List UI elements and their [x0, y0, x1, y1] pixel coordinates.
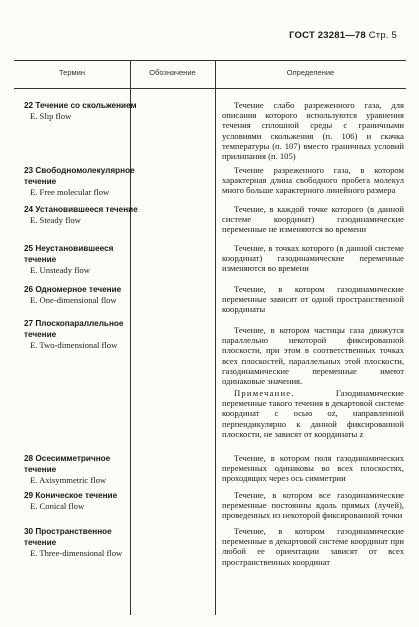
definition-27: Течение, в котором частицы газа движутся параллельно некоторой фиксированной плоскости, при этом в соответственных точках всех плоскостей, параллельных этой плоскости, газодинамические переменные имеют одинаковые значения.	[222, 325, 404, 387]
definition-28: Течение, в котором поля газодинамических переменных одинаковы во всех плоскостях, проходящих через ось симметрии	[222, 453, 404, 484]
column-header-symbol: Обозначение	[149, 68, 196, 77]
page-header	[289, 30, 397, 41]
term-name-ru: Свободномолекулярное течение	[24, 166, 135, 186]
term-name-en: E. Three-dimensional flow	[30, 548, 123, 558]
definition-27-note	[222, 388, 404, 439]
term-name-ru: Коническое течение	[35, 491, 118, 500]
definition-30: Течение, в котором газодинамические переменные в декартовой системе координат при любой ее ориентации зависят от всех пространственных координат	[222, 526, 404, 567]
note-text: Газодинамические переменные такого течения в декартовой системе координат с осью oz, направленной перпендикулярно к данной фиксированной плоскости, не зависят от координаты z	[222, 388, 404, 439]
term-name-ru: Неустановившееся течение	[24, 244, 114, 264]
term-number: 27	[24, 319, 34, 328]
term-name-ru: Пространственное течение	[24, 527, 112, 547]
definition-26: Течение, в котором газодинамические переменные зависят от одной пространственной координаты	[222, 284, 404, 315]
definition-23: Течение разреженного газа, в котором характерная длина свободного пробега молекул много больше характерного линейного размера	[222, 165, 404, 196]
term-number: 24	[24, 205, 34, 214]
term-23	[24, 165, 139, 197]
column-header-term: Термин	[59, 68, 85, 77]
term-name-ru: Осесимметричное течение	[24, 454, 111, 474]
term-29	[24, 490, 139, 511]
definition-25: Течение, в точках которого (в данной системе координат) газодинамические переменные изменяются во времени	[222, 243, 404, 274]
term-name-en: E. Unsteady flow	[30, 265, 90, 275]
term-30	[24, 526, 139, 558]
column-header-definition: Определение	[286, 68, 335, 77]
term-name-ru: Течение со скольжением	[35, 101, 137, 110]
term-number: 25	[24, 244, 34, 253]
term-name-en: E. Conical flow	[30, 501, 85, 511]
table-header-border	[14, 88, 406, 89]
term-number: 26	[24, 285, 34, 294]
term-number: 29	[24, 491, 34, 500]
term-name-ru: Одномерное течение	[35, 285, 122, 294]
term-26	[24, 284, 139, 305]
term-name-ru: Плоскопараллельное течение	[24, 319, 124, 339]
term-number: 22	[24, 101, 34, 110]
term-number: 28	[24, 454, 34, 463]
definition-24: Течение, в каждой точке которого (в данной системе координат) газодинамические переменные не изменяются во времени	[222, 204, 404, 235]
standard-title: ГОСТ 23281—78	[289, 30, 366, 41]
column-divider-2	[215, 60, 216, 615]
term-name-en: E. Slip flow	[30, 111, 72, 121]
term-24	[24, 204, 139, 225]
term-27	[24, 318, 139, 350]
term-name-en: E. Free molecular flow	[30, 187, 110, 197]
term-28	[24, 453, 139, 485]
note-label: Примечание.	[234, 388, 295, 398]
term-number: 23	[24, 166, 34, 175]
table-top-border	[14, 60, 406, 61]
term-name-en: E. One-dimensional flow	[30, 295, 117, 305]
page-number: Стр. 5	[368, 30, 397, 41]
term-name-ru: Установившееся течение	[35, 205, 138, 214]
definition-29: Течение, в котором все газодинамические переменные постоянны вдоль прямых (лучей), проведенных из некоторой фиксированной точки	[222, 490, 404, 521]
term-name-en: E. Axisymmetric flow	[30, 475, 107, 485]
term-name-en: E. Two-dimensional flow	[30, 340, 118, 350]
term-22	[24, 100, 139, 121]
term-name-en: E. Steady flow	[30, 215, 81, 225]
term-number: 30	[24, 527, 34, 536]
definition-22: Течение слабо разреженного газа, для описания которого используются уравнения течения сплошной среды с граничными условиями скольжения (п. 106) и скачка температуры (п. 107) вместо граничных условий прилипания (п. 105)	[222, 100, 404, 162]
term-25	[24, 243, 139, 275]
terms-table	[14, 60, 406, 615]
